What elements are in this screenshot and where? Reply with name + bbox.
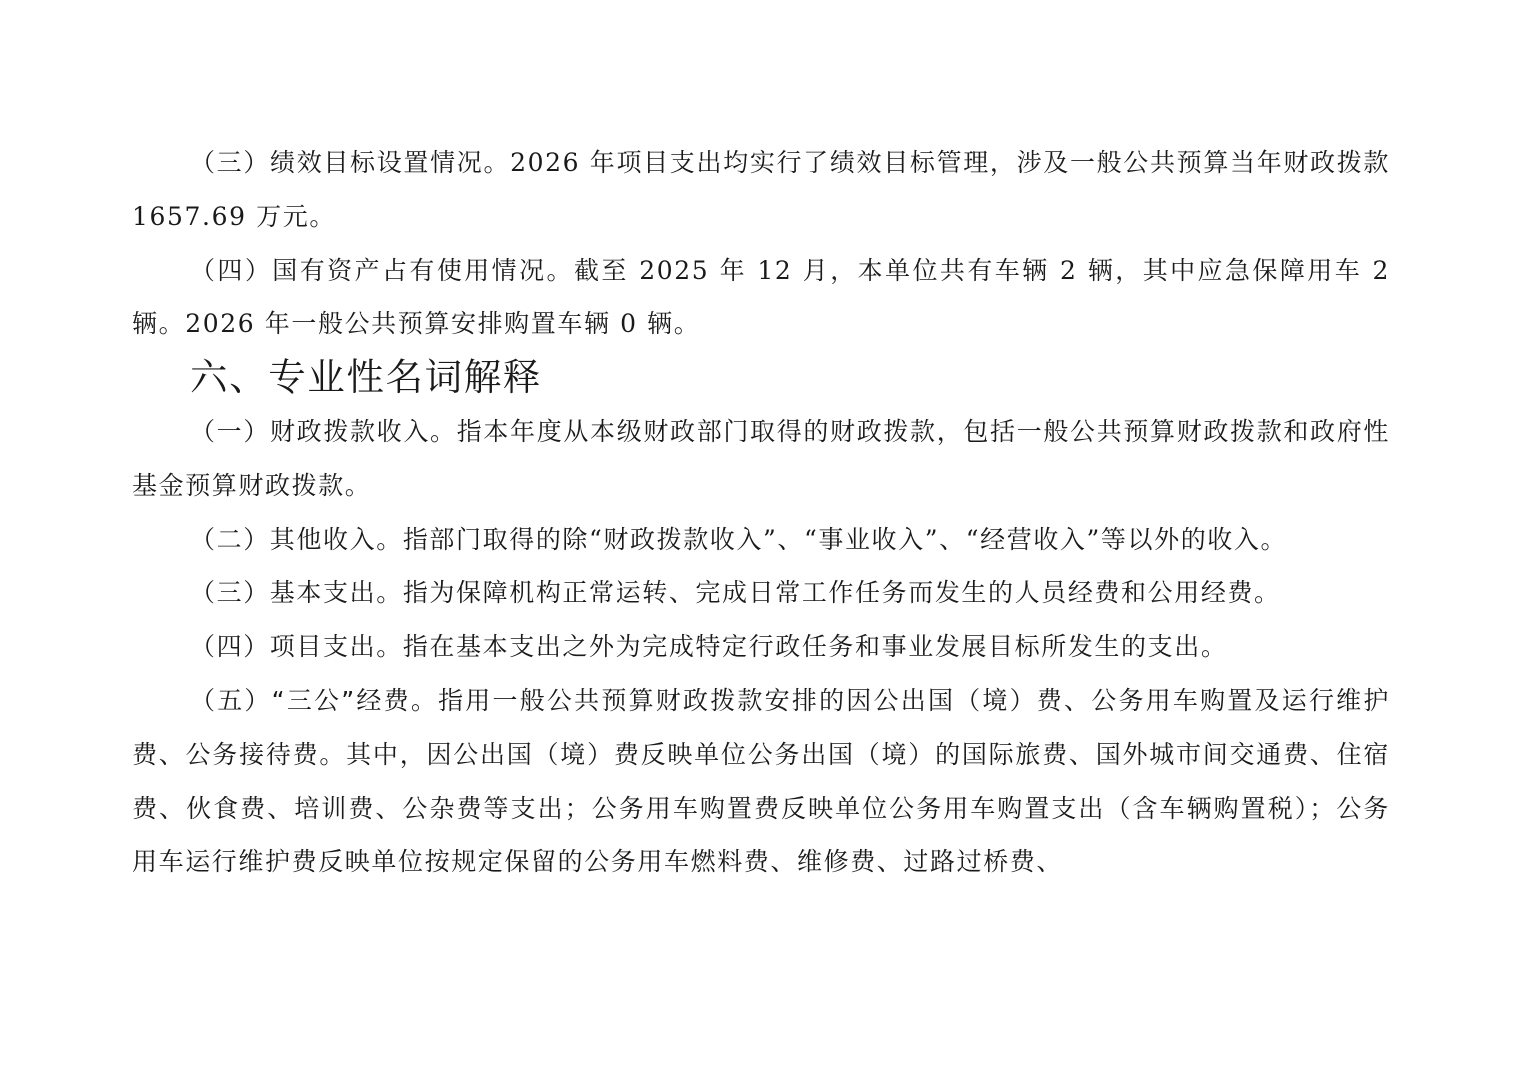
paragraph-performance-goals <box>132 136 1390 244</box>
definition-text: 指用一般公共预算财政拨款安排的因公出国（境）费、公务用车购置及运行维护费、公务接待费。其中，因公出国（境）费反映单位公务出国（境）的国际旅费、国外城市间交通费、住宿费、伙食费、培训费、公杂费等支出；公务用车购置费反映单位公务用车购置支出（含车辆购置税）；公务用车运行维护费反映单位按规定保留的公务用车燃料费、维修费、过路过桥费、 <box>132 685 1390 877</box>
definition-term: （二）其他收入。 <box>190 524 403 554</box>
paragraph-text: 2026 年项目支出均实行了绩效目标管理，涉及一般公共预算当年财政拨款 1657.69 万元。 <box>132 148 1390 231</box>
paragraph-lead: （四）国有资产占有使用情况。 <box>190 255 574 285</box>
definition-project-expenditure <box>132 620 1390 674</box>
definition-term: （一）财政拨款收入。 <box>190 416 457 446</box>
definition-other-income <box>132 513 1390 567</box>
definition-fiscal-appropriation-income <box>132 405 1390 513</box>
definition-term: （三）基本支出。 <box>190 578 403 608</box>
definition-basic-expenditure <box>132 566 1390 620</box>
section-heading: 六、专业性名词解释 <box>190 355 542 400</box>
paragraph-state-assets <box>132 244 1390 352</box>
document-body <box>132 136 1390 889</box>
definition-text: 指本年度从本级财政部门取得的财政拨款，包括一般公共预算财政拨款和政府性基金预算财政拨款。 <box>132 416 1390 500</box>
definition-text: 指在基本支出之外为完成特定行政任务和事业发展目标所发生的支出。 <box>402 632 1228 662</box>
definition-three-public-expenses <box>132 674 1390 889</box>
definition-term: （五）“三公”经费。 <box>190 685 439 715</box>
definition-term: （四）项目支出。 <box>190 632 403 662</box>
paragraph-text: 截至 2025 年 12 月，本单位共有车辆 2 辆，其中应急保障用车 2 辆。2026 年一般公共预算安排购置车辆 0 辆。 <box>132 255 1390 339</box>
paragraph-lead: （三）绩效目标设置情况。 <box>190 148 511 177</box>
definition-text: 指部门取得的除“财政拨款收入”、“事业收入”、“经营收入”等以外的收入。 <box>402 524 1288 554</box>
definition-text: 指为保障机构正常运转、完成日常工作任务而发生的人员经费和公用经费。 <box>402 578 1281 608</box>
